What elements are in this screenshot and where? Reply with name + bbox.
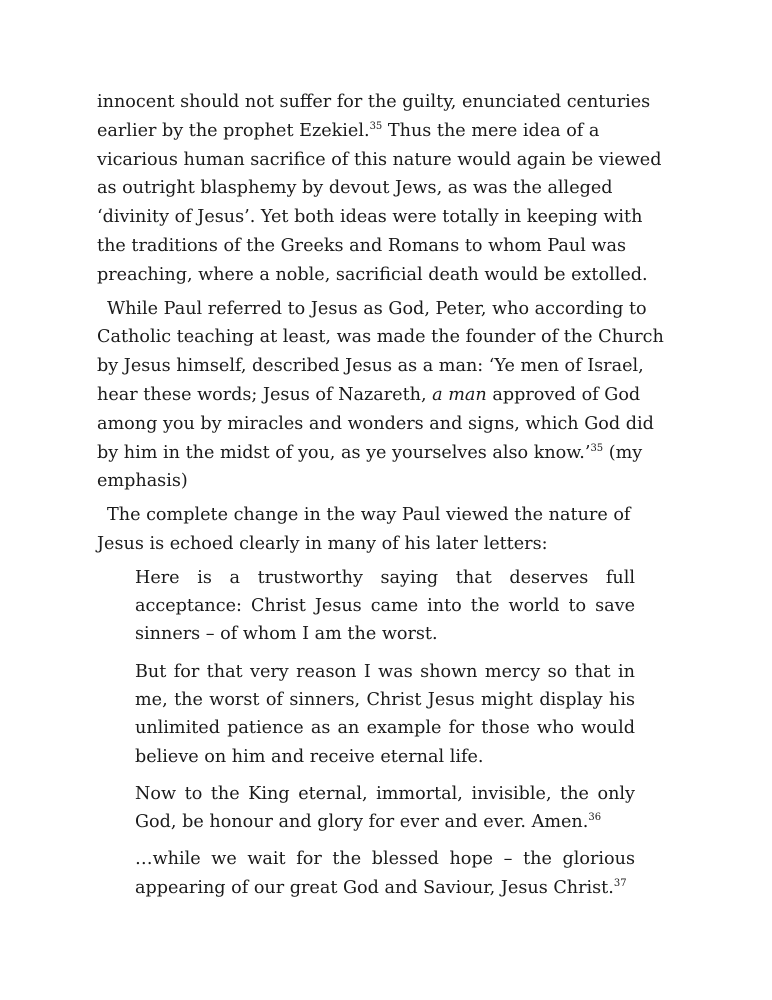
text-run: Here is a trustworthy saying that deserves full acceptance: Christ Jesus came into the world to save sinners – of whom I am the worst. xyxy=(135,567,635,645)
text-run: Now to the King eternal, immortal, invisible, the only God, be honour and glory for ever and ever. Amen. xyxy=(135,783,635,833)
emphasis-text: a man xyxy=(432,384,487,405)
body-text xyxy=(97,88,672,911)
text-run: But for that very reason I was shown mercy so that in me, the worst of sinners, Christ Jesus might display his unlimited patience as an example for those who would believe on him and receive eternal life. xyxy=(135,661,635,767)
block-quote xyxy=(135,780,635,837)
paragraph xyxy=(97,501,672,559)
text-run: While Paul referred to Jesus as God, Peter, who according to Catholic teaching at least, was made the founder of the Church by Jesus himself, described Jesus as a man: ‘Ye men of Israel, hear these words; Jesus of Nazareth, xyxy=(97,298,664,405)
text-run: …while we wait for the blessed hope – the glorious appearing of our great God and Saviour, Jesus Christ. xyxy=(135,849,635,898)
text-run: approved of God among you by miracles and wonders and signs, which God did by him in the midst of you, as ye yourselves also know.’ xyxy=(97,384,654,463)
footnote-ref: 37 xyxy=(613,877,627,889)
block-quote xyxy=(135,845,635,902)
block-quote xyxy=(135,564,635,649)
footnote-ref: 35 xyxy=(590,442,604,454)
text-run: The complete change in the way Paul viewed the nature of Jesus is echoed clearly in many of his later letters: xyxy=(97,505,631,554)
text-run: Thus the mere idea of a vicarious human sacrifice of this nature would again be viewed as outright blasphemy by devout Jews, as was the alleged ‘divinity of Jesus’. Yet both ideas were totally in keeping with the traditions of the Greeks and Romans to whom Paul was preaching, where a noble, sacrificial death would be extolled. xyxy=(97,120,662,285)
footnote-ref: 35 xyxy=(369,120,383,132)
footnote-ref: 36 xyxy=(588,812,602,824)
text-run: innocent should not suffer for the guilty, enunciated centuries earlier by the prophet Ezekiel. xyxy=(97,92,651,141)
paragraph xyxy=(97,88,672,290)
paragraph xyxy=(97,295,672,497)
block-quote xyxy=(135,658,635,771)
text-run: (my emphasis) xyxy=(97,442,643,492)
